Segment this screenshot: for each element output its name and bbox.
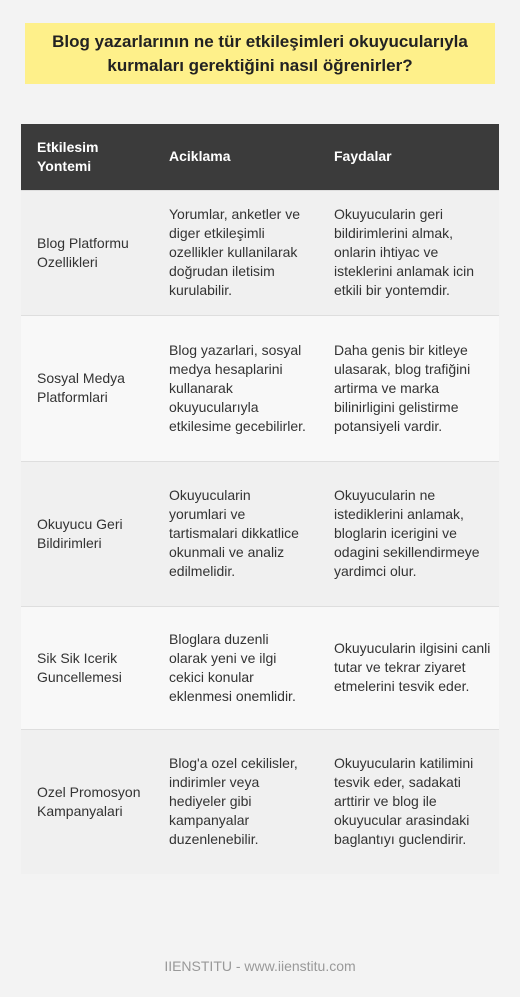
cell-method: Okuyucu Geri Bildirimleri	[21, 461, 153, 606]
table-row	[21, 190, 499, 315]
table-row	[21, 315, 499, 461]
cell-method: Blog Platformu Ozellikleri	[21, 190, 153, 315]
interaction-methods-table-wrapper	[21, 124, 499, 874]
page-title: Blog yazarlarının ne tür etkileşimleri okuyucularıyla kurmaları gerektiğini nasıl öğrenirler?	[52, 31, 468, 75]
cell-description: Yorumlar, anketler ve diger etkileşimli ozellikler kullanilarak doğrudan iletisim kurulabilir.	[153, 190, 318, 315]
table-row	[21, 606, 499, 729]
footer-credit: IIENSTITU - www.iienstitu.com	[164, 958, 356, 974]
cell-benefits: Okuyucularin ne istediklerini anlamak, bloglarin icerigini ve odagini sekillendirmeye yardimci olur.	[318, 461, 499, 606]
title-banner	[25, 23, 495, 84]
cell-method: Sik Sik Icerik Guncellemesi	[21, 606, 153, 729]
cell-benefits: Okuyucularin katilimini tesvik eder, sadakati arttirir ve blog ile okuyucular arasindaki baglantıyı guclendirir.	[318, 729, 499, 874]
table-row	[21, 729, 499, 874]
table-row	[21, 461, 499, 606]
header-benefits: Faydalar	[334, 148, 392, 165]
cell-description: Bloglara duzenli olarak yeni ve ilgi cekici konular eklenmesi onemlidir.	[153, 606, 318, 729]
header-method: Etkilesim Yontemi	[37, 138, 99, 174]
cell-benefits: Okuyucularin ilgisini canli tutar ve tekrar ziyaret etmelerini tesvik eder.	[318, 606, 499, 729]
header-description: Aciklama	[169, 148, 231, 165]
cell-method: Ozel Promosyon Kampanyalari	[21, 729, 153, 874]
interaction-methods-table	[21, 124, 499, 874]
cell-description: Okuyucularin yorumlari ve tartismalari dikkatlice okunmali ve analiz edilmelidir.	[153, 461, 318, 606]
cell-method: Sosyal Medya Platformlari	[21, 315, 153, 461]
cell-description: Blog'a ozel cekilisler, indirimler veya hediyeler gibi kampanyalar duzenlenebilir.	[153, 729, 318, 874]
cell-description: Blog yazarlari, sosyal medya hesaplarini kullanarak okuyucularıyla etkilesime gecebilirler.	[153, 315, 318, 461]
cell-benefits: Okuyucularin geri bildirimlerini almak, onlarin ihtiyac ve isteklerini anlamak icin etkili bir yontemdir.	[318, 190, 499, 315]
table-header-row	[21, 124, 499, 190]
cell-benefits: Daha genis bir kitleye ulasarak, blog trafiğini artirma ve marka bilinirligini gelistirme potansiyeli vardir.	[318, 315, 499, 461]
